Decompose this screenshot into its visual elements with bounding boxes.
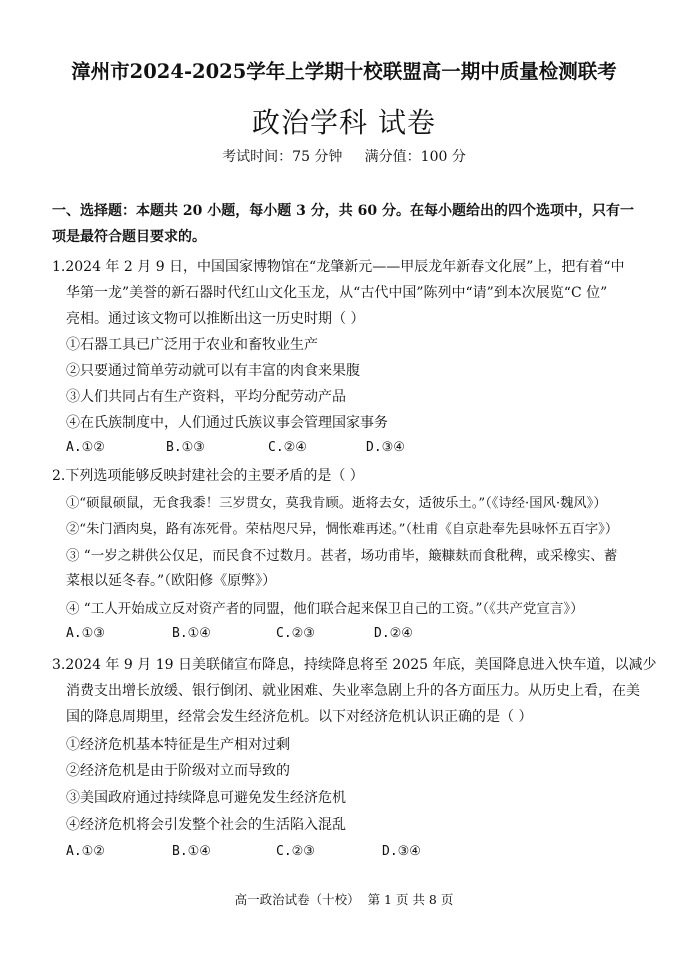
q3-stem-line-1: 3.2024 年 9 月 19 日美联储宣布降息，持续降息将至 2025 年底，美国降息进入快车道，以减少 <box>52 657 657 673</box>
q1-stem-line-2: 华第一龙”美誉的新石器时代红山文化玉龙，从“古代中国”陈列中“请”到本次展览“C 位” <box>66 285 608 301</box>
q1-stem-line-3: 亮相。通过该文物可以推断出这一历史时期（ ） <box>66 311 365 327</box>
q2-item-3-cont: 菜根以延冬春。”（欧阳修《原弊》） <box>66 573 277 589</box>
q1-option-d: D.③④ <box>366 440 405 455</box>
exam-info: 考试时间：75 分钟 满分值：100 分 <box>222 149 466 165</box>
exam-title: 漳州市2024-2025学年上学期十校联盟高一期中质量检测联考 <box>71 60 617 83</box>
q2-stem: 2.下列选项能够反映封建社会的主要矛盾的是（ ） <box>52 468 364 484</box>
q2-option-d: D.②④ <box>374 626 413 641</box>
q1-option-c: C.②④ <box>268 440 307 455</box>
q1-item-1: ①石器工具已广泛用于农业和畜牧业生产 <box>66 337 318 353</box>
q2-item-4: ④ “工人开始成立反对资产者的同盟，他们联合起来保卫自己的工资。”（《共产党宣言》） <box>66 601 584 617</box>
q3-stem-line-3: 国的降息周期里，经常会发生经济危机。以下对经济危机认识正确的是（ ） <box>66 709 533 725</box>
q3-item-3: ③美国政府通过持续降息可避免发生经济危机 <box>66 790 346 806</box>
q1-option-a: A.①② <box>66 440 105 455</box>
q3-item-4: ④经济危机将会引发整个社会的生活陷入混乱 <box>66 817 346 833</box>
q1-stem-line-1: 1.2024 年 2 月 9 日，中国国家博物馆在“龙肇新元——甲辰龙年新春文化展”上，把有着“中 <box>52 259 625 275</box>
q2-option-b: B.①④ <box>172 626 211 641</box>
q3-item-2: ②经济危机是由于阶级对立而导致的 <box>66 763 290 779</box>
q1-item-4: ④在氏族制度中，人们通过氏族议事会管理国家事务 <box>66 415 388 431</box>
q2-option-a: A.①③ <box>66 626 105 641</box>
q3-option-a: A.①② <box>66 844 105 859</box>
q2-item-1: ①“硕鼠硕鼠，无食我黍！三岁贯女，莫我肯顾。逝将去女，适彼乐土。”（《诗经·国风·魏风》） <box>66 496 607 511</box>
q2-item-3: ③ “一岁之耕供公仅足，而民食不过数月。甚者，场功甫毕，簸糠麸而食秕稗，或采橡实、蓄 <box>66 548 618 564</box>
q3-item-1: ①经济危机基本特征是生产相对过剩 <box>66 737 290 753</box>
section-heading: 一、选择题：本题共 20 小题，每小题 3 分，共 60 分。在每小题给出的四个选项中，只有一项是最符合题目要求的。 <box>52 203 634 245</box>
q1-item-2: ②只要通过简单劳动就可以有丰富的肉食来果腹 <box>66 363 360 379</box>
q3-option-d: D.③④ <box>382 844 421 859</box>
subject-title: 政治学科 试卷 <box>252 106 436 139</box>
q1-item-3: ③人们共同占有生产资料，平均分配劳动产品 <box>66 389 346 405</box>
q3-option-b: B.①④ <box>172 844 211 859</box>
q3-option-c: C.②③ <box>276 844 315 859</box>
q2-item-2: ②“朱门酒肉臭，路有冻死骨。荣枯咫尺异，惆怅难再述。”（杜甫《自京赴奉先县咏怀五百字》） <box>66 522 619 537</box>
q3-stem-line-2: 消费支出增长放缓、银行倒闭、就业困难、失业率急剧上升的各方面压力。从历史上看，在美 <box>66 683 640 699</box>
page-footer: 高一政治试卷（十校） 第 1 页 共 8 页 <box>234 892 454 907</box>
q2-option-c: C.②③ <box>276 626 315 641</box>
q1-option-b: B.①③ <box>166 440 205 455</box>
